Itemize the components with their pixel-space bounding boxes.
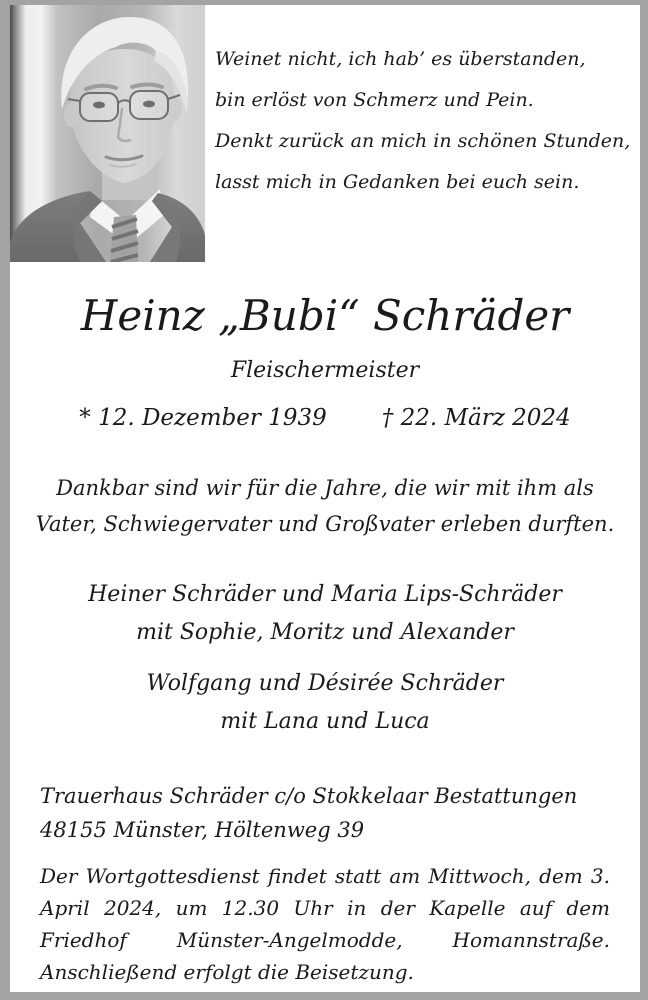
life-dates — [10, 403, 640, 434]
portrait-graphic — [10, 5, 205, 262]
eye-left — [93, 102, 105, 109]
mourner-line: mit Sophie, Moritz und Alexander — [136, 620, 514, 645]
tribute-line-1: Dankbar sind wir für die Jahre, die wir mit ihm als — [56, 476, 594, 500]
poem-line-1: Weinet nicht, ich hab’ es überstanden, — [215, 48, 586, 70]
obituary-card — [10, 5, 640, 992]
service-info: Der Wortgottesdienst findet statt am Mittwoch, dem 3. April 2024, um 12.30 Uhr in der Kapelle auf dem Friedhof Münster-Angelmodde, Homannstraße. Anschließend erfolgt die Beisetzung. — [40, 864, 610, 984]
deceased-name: Heinz „Bubi“ Schräder — [80, 291, 570, 340]
header-section — [10, 5, 640, 267]
mourners-section — [10, 576, 640, 741]
birth-date: * 12. Dezember 1939 — [79, 405, 327, 431]
mourner-line: Wolfgang und Désirée Schräder — [146, 671, 504, 696]
funeral-home-street: 48155 Münster, Höltenweg 39 — [40, 818, 365, 842]
death-date: † 22. März 2024 — [381, 405, 571, 431]
mourner-line: mit Lana und Luca — [220, 709, 430, 734]
mourners-group-1 — [10, 576, 640, 652]
eye-right — [143, 101, 155, 108]
ear-left — [64, 103, 78, 127]
poem-line-2: bin erlöst von Schmerz und Pein. — [215, 89, 534, 111]
deceased-profession: Fleischermeister — [230, 358, 420, 383]
poem-line-3: Denkt zurück an mich in schönen Stunden, — [215, 130, 631, 152]
poem-line-4: lasst mich in Gedanken bei euch sein. — [215, 171, 580, 193]
funeral-home-name: Trauerhaus Schräder c/o Stokkelaar Bestattungen — [40, 784, 578, 808]
ear-right — [168, 97, 182, 121]
mourners-group-2 — [10, 665, 640, 741]
memorial-poem — [215, 47, 631, 211]
tribute-line-2: Vater, Schwiegervater und Großvater erleben durften. — [35, 512, 615, 536]
funeral-home-address — [10, 779, 640, 847]
deceased-photo — [10, 5, 205, 262]
tribute-text — [10, 470, 640, 542]
mourner-line: Heiner Schräder und Maria Lips-Schräder — [88, 582, 562, 607]
